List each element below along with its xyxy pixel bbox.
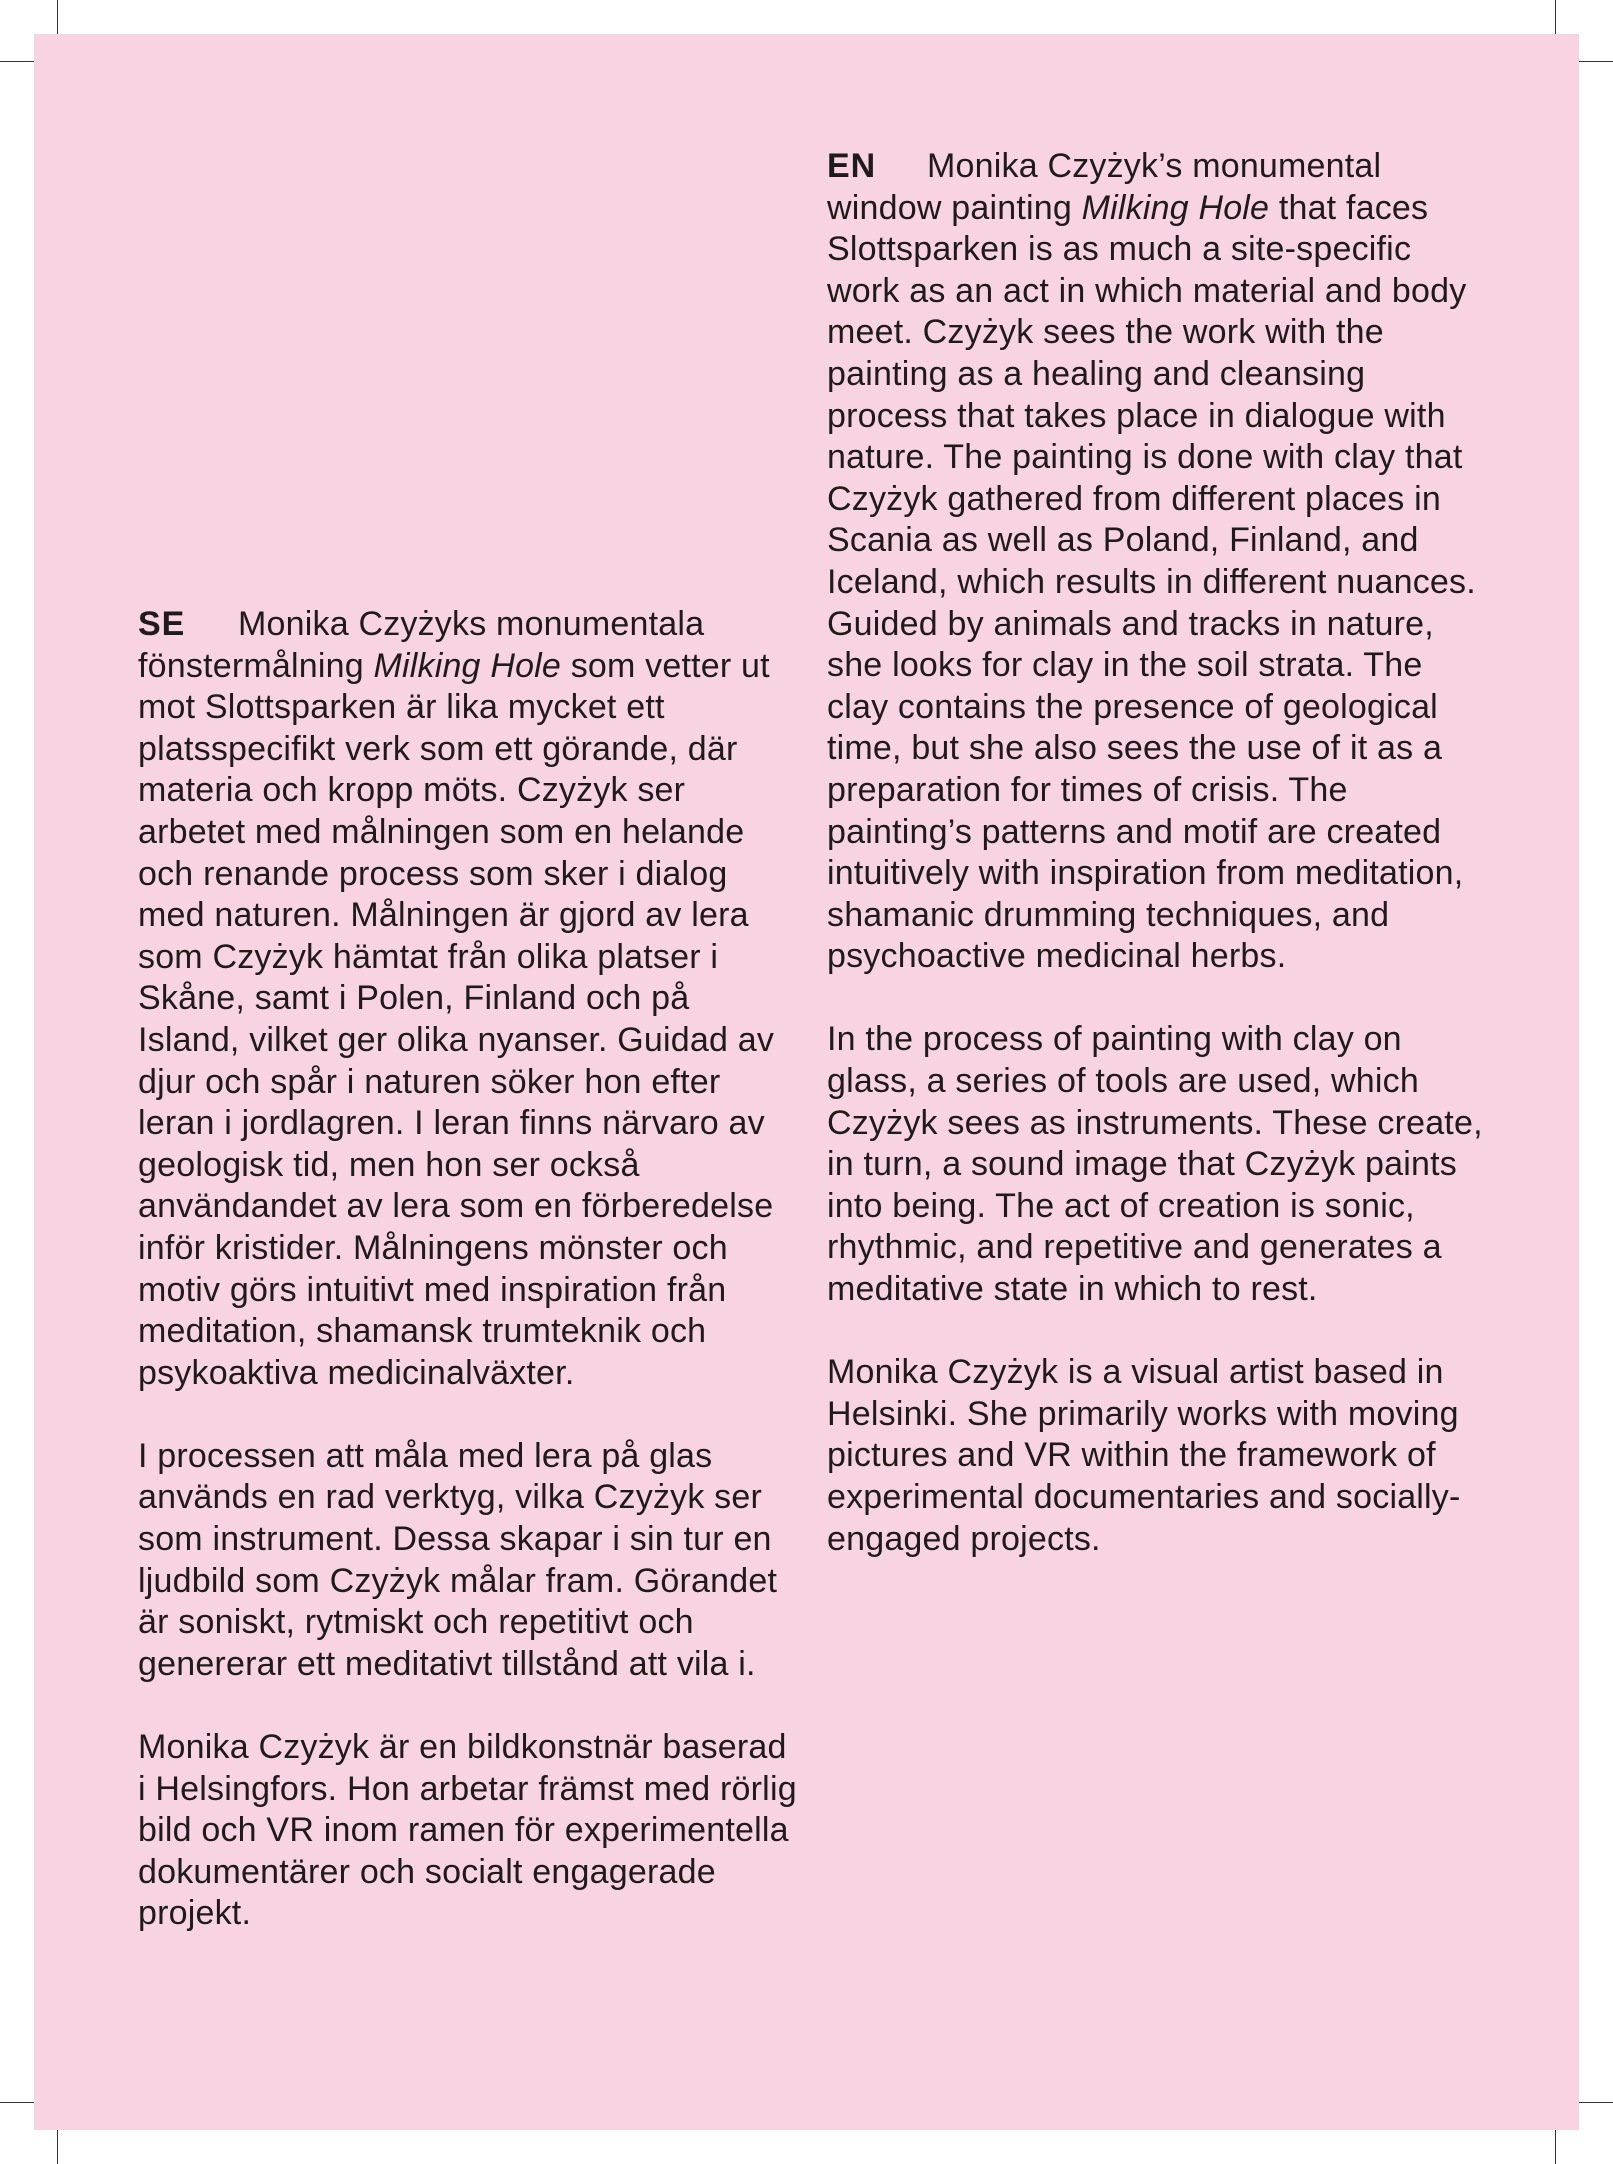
artwork-title: Milking Hole <box>1081 188 1270 227</box>
crop-mark <box>1579 61 1613 62</box>
swedish-paragraph-2: I processen att måla med lera på glas används en rad verktyg, vilka Czyżyk ser som instrument. Dessa skapar i sin tur en ljudbild som Czyżyk målar fram. Görandet är soniskt, rytmiskt och repetitivt och genererar ett meditativt tillstånd att vila i. <box>138 1436 778 1683</box>
crop-mark <box>57 2130 58 2164</box>
swedish-paragraph-1 <box>138 604 798 1394</box>
swedish-paragraph-3: Monika Czyżyk är en bildkonstnär baserad i Helsingfors. Hon arbetar främst med rörlig bild och VR inom ramen för experimentella dokumentärer och socialt engagerade projekt. <box>138 1728 797 1933</box>
english-paragraph-3: Monika Czyżyk is a visual artist based in Helsinki. She primarily works with moving pictures and VR within the framework of experimental documentaries and socially-engaged projects. <box>827 1353 1461 1558</box>
crop-mark <box>1555 2130 1556 2164</box>
language-label-se: SE <box>138 605 186 643</box>
artwork-title: Milking Hole <box>373 646 562 685</box>
crop-mark <box>1579 2102 1613 2103</box>
crop-mark <box>1555 0 1556 34</box>
swedish-column <box>138 604 798 1935</box>
english-body: that faces Slottsparken is as much a site-specific work as an act in which material and body meet. Czyżyk sees the work with the painting as a healing and cleansing process that takes place in dialogue with nature. The painting is done with clay that Czyżyk gathered from different places in Scania as well as Poland, Finland, and Iceland, which results in different nuances. Guided by animals and tracks in nature, she looks for clay in the soil strata. The clay contains the presence of geological time, but she also sees the use of it as a preparation for times of crisis. The painting’s patterns and motif are created intuitively with inspiration from meditation, shamanic drumming techniques, and psychoactive medicinal herbs. <box>827 188 1476 976</box>
english-paragraph-2: In the process of painting with clay on glass, a series of tools are used, which Czyżyk sees as instruments. These create, in turn, a sound image that Czyżyk paints into being. The act of creation is sonic, rhythmic, and repetitive and generates a meditative state in which to rest. <box>827 1020 1483 1309</box>
crop-mark <box>0 2102 34 2103</box>
language-label-en: EN <box>827 147 877 185</box>
english-paragraph-1 <box>827 146 1487 978</box>
swedish-intro: Monika Czyżyks monumentala fönstermålning <box>138 605 705 685</box>
crop-mark <box>57 0 58 34</box>
swedish-body: som vetter ut mot Slottsparken är lika mycket ett platsspecifikt verk som ett görande, där materia och kropp möts. Czyżyk ser arbetet med målningen som en helande och renande process som sker i dialog med naturen. Målningen är gjord av lera som Czyżyk hämtat från olika platser i Skåne, samt i Polen, Finland och på Island, vilket ger olika nyanser. Guidad av djur och spår i naturen söker hon efter leran i jordlagren. I leran finns närvaro av geologisk tid, men hon ser också användandet av lera som en förberedelse inför kristider. Målningens mönster och motiv görs intuitivt med inspiration från meditation, shamansk trumteknik och psykoaktiva medicinalväxter. <box>138 646 775 1392</box>
crop-mark <box>0 61 34 62</box>
english-intro: Monika Czyżyk’s monumental window painting <box>827 147 1382 227</box>
english-column <box>827 146 1487 1560</box>
